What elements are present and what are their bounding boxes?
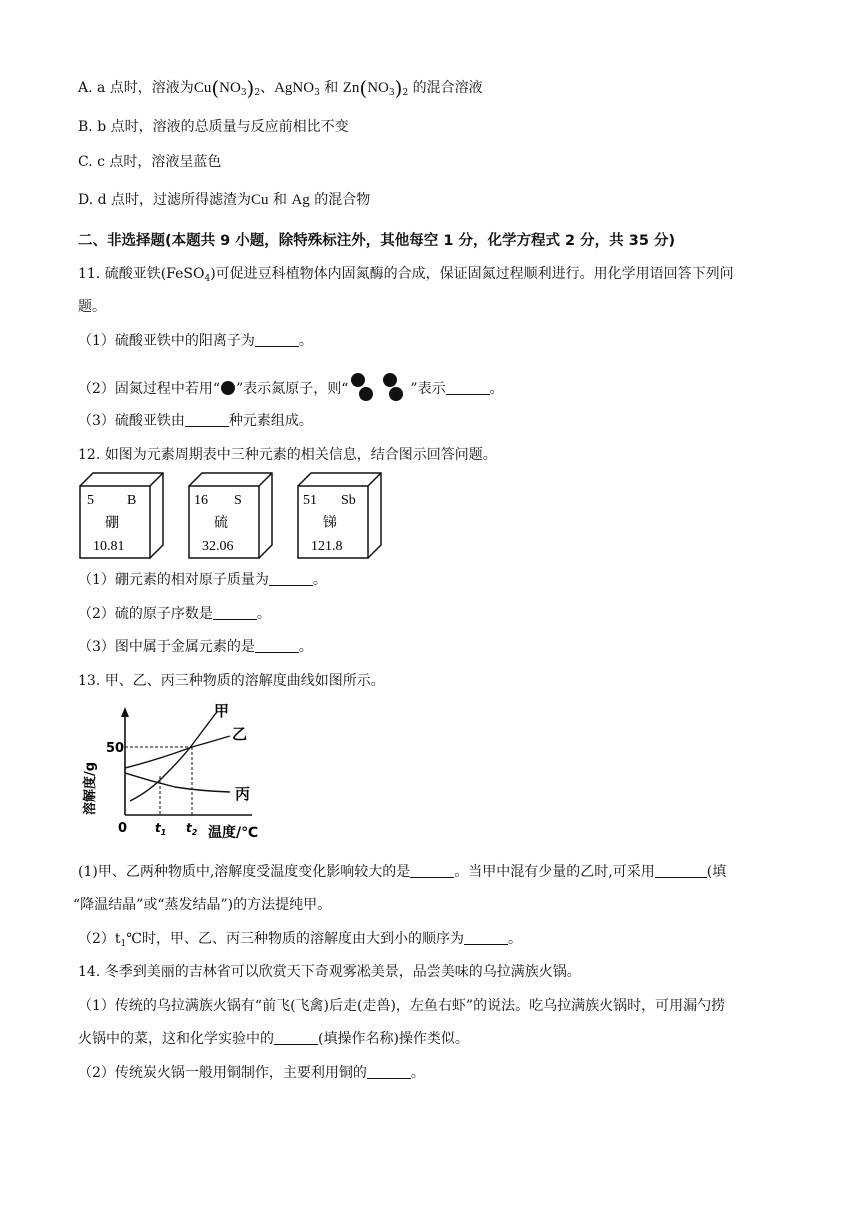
q12-part2: （2）硫的原子序数是 。 — [78, 606, 271, 622]
nitrogen-molecule-pair-icon — [348, 372, 410, 404]
curve-yi — [125, 736, 230, 768]
q14-part1: （1）传统的乌拉满族火锅有“前飞(飞禽)后走(走兽)，左鱼右虾”的说法。吃乌拉满族火锅时，可用漏勺捞 — [78, 998, 726, 1014]
option-b: B. b 点时，溶液的总质量与反应前相比不变 — [78, 119, 349, 135]
series-label-yi: 乙 — [232, 725, 248, 743]
element-card-b — [79, 472, 165, 564]
element-symbol: Sb — [341, 493, 356, 508]
q13-part1: (1)甲、乙两种物质中,溶解度受温度变化影响较大的是 。当甲中混有少量的乙时,可采用 (填 — [78, 864, 727, 880]
element-symbol: S — [234, 493, 242, 508]
q12-part3: （3）图中属于金属元素的是 。 — [78, 639, 313, 655]
x-axis-label: 温度/℃ — [208, 825, 259, 841]
q11-part1: （1）硫酸亚铁中的阳离子为 。 — [78, 333, 313, 349]
q13-part1-cont: “降温结晶”或“蒸发结晶”)的方法提纯甲。 — [73, 897, 332, 913]
answer-blank[interactable] — [464, 930, 508, 945]
element-number: 51 — [303, 493, 317, 508]
q11-part2: （2）固氮过程中若用“ ”表示氮原子，则“ ”表示 。 — [78, 372, 504, 404]
q11-intro: 11. 硫酸亚铁(FeSO$_4$)可促进豆科植物体内固氮酶的合成，保证固氮过程顺利进行。用化学用语回答下列问 — [78, 266, 734, 284]
q12-intro: 12. 如图为元素周期表中三种元素的相关信息，结合图示回答问题。 — [78, 447, 497, 463]
q14-part2: （2）传统炭火锅一般用铜制作，主要利用铜的 。 — [78, 1065, 425, 1081]
element-mass: 32.06 — [202, 539, 234, 554]
q11-part3: （3）硫酸亚铁由 种元素组成。 — [78, 413, 313, 429]
element-mass: 121.8 — [311, 539, 343, 554]
q14-intro: 14. 冬季到美丽的吉林省可以欣赏天下奇观雾凇美景，品尝美味的乌拉满族火锅。 — [78, 964, 581, 980]
series-label-bing: 丙 — [235, 785, 251, 803]
answer-blank[interactable] — [255, 332, 299, 347]
element-name: 硼 — [105, 515, 119, 531]
x-tick-label: $t_2$ — [186, 821, 198, 837]
q14-part1-cont: 火锅中的菜，这和化学实验中的 (填操作名称)操作类似。 — [78, 1031, 469, 1047]
q13-intro: 13. 甲、乙、丙三种物质的溶解度曲线如图所示。 — [78, 673, 385, 689]
answer-blank[interactable] — [185, 412, 229, 427]
curve-jia — [130, 713, 216, 801]
answer-blank[interactable] — [269, 571, 313, 586]
y-axis-label: 溶解度/g — [83, 761, 98, 815]
series-label-jia: 甲 — [214, 703, 230, 720]
y-tick-label: 50 — [106, 741, 125, 756]
answer-blank[interactable] — [213, 605, 257, 620]
element-symbol: B — [127, 493, 137, 508]
answer-blank[interactable] — [255, 638, 299, 653]
origin-label: 0 — [118, 821, 128, 836]
q12-part1: （1）硼元素的相对原子质量为 。 — [78, 572, 327, 588]
solubility-chart — [80, 703, 280, 847]
q11-intro-cont: 题。 — [78, 299, 106, 315]
y-axis-arrow — [121, 707, 129, 717]
nitrogen-atom-icon — [220, 380, 236, 396]
element-name: 硫 — [214, 515, 228, 531]
answer-blank[interactable] — [274, 1030, 318, 1045]
option-c: C. c 点时，溶液呈蓝色 — [78, 154, 222, 170]
element-card-sb — [297, 472, 383, 564]
element-mass: 10.81 — [93, 539, 125, 554]
section-heading: 二、非选择题(本题共 9 小题，除特殊标注外，其他每空 1 分，化学方程式 2 分，共 35 分) — [78, 233, 676, 249]
answer-blank[interactable] — [367, 1064, 411, 1079]
x-tick-label: $t_1$ — [155, 821, 167, 837]
q13-part2: $(2)t_1℃$时，甲、乙、丙三种物质的溶解度由大到小的顺序为 。 — [78, 931, 522, 949]
element-name: 锑 — [323, 515, 337, 531]
option-d: D. d 点时，过滤所得滤渣为Cu 和 Ag 的混合物 — [78, 192, 371, 208]
element-card-s — [188, 472, 274, 564]
curve-bing — [125, 773, 230, 792]
element-number: 5 — [87, 493, 94, 508]
answer-blank[interactable] — [410, 863, 454, 878]
answer-blank[interactable] — [655, 863, 707, 878]
option-a: A. a 点时，溶液为$Cu(NO_3)_2$、AgNO$_3$ 和 $Zn(NO_3)_2$ 的混合溶液 — [78, 76, 483, 100]
element-number: 16 — [194, 493, 208, 508]
answer-blank[interactable] — [446, 380, 490, 395]
